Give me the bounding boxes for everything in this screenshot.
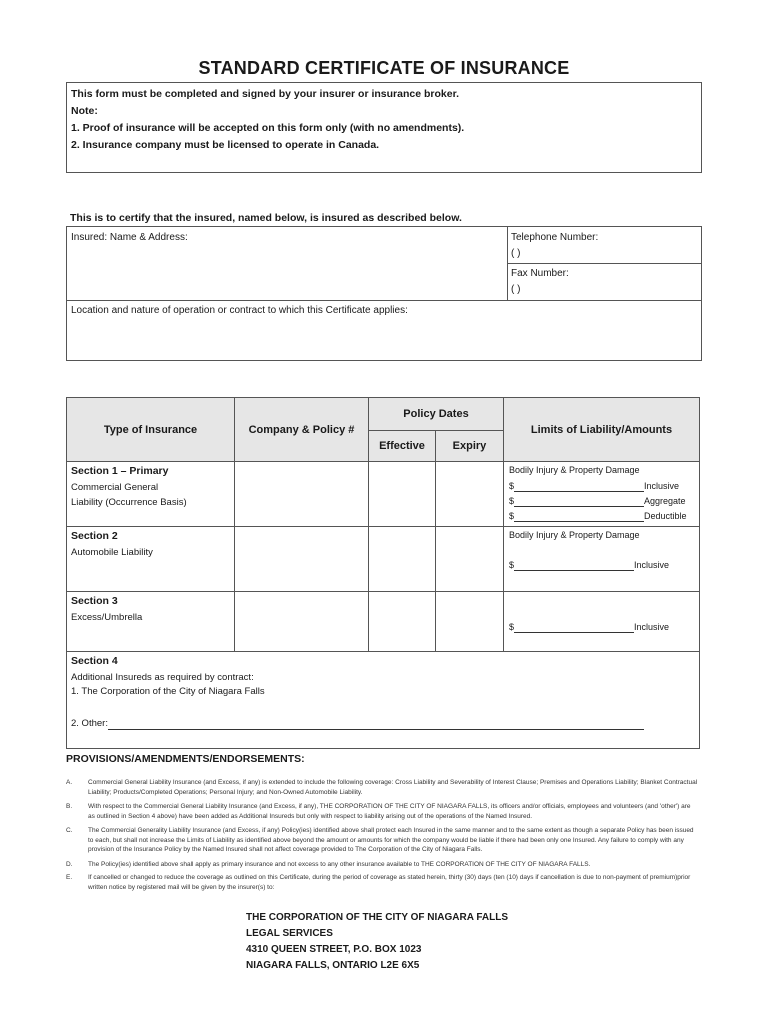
section-4-desc: Additional Insureds as required by contract: [71,672,254,683]
dollar-sign: $ [509,560,515,570]
address-line: 4310 QUEEN STREET, P.O. BOX 1023 [246,944,422,955]
section-2-company-field[interactable] [234,526,369,592]
col-effective-header: Effective [368,430,436,462]
section-1-aggregate-field[interactable] [514,496,644,507]
intro-line: This form must be completed and signed by your insurer or insurance broker. [71,88,460,100]
section-1-deductible-field[interactable] [514,511,644,522]
fax-field[interactable]: ( ) [511,284,521,295]
telephone-field[interactable]: ( ) [511,248,521,259]
section-1-inclusive-field[interactable] [514,481,644,492]
col-dates-header: Policy Dates [368,397,504,431]
note-2: 2. Insurance company must be licensed to operate in Canada. [71,139,380,151]
telephone-label: Telephone Number: [511,232,599,243]
section-2-desc: Automobile Liability [71,547,153,558]
section-3-company-field[interactable] [234,591,369,652]
section-2-type [66,526,235,592]
section-1-limits [503,461,700,527]
section-4-insured-1: 1. The Corporation of the City of Niagara Falls [71,686,265,697]
section-1-limit-head: Bodily Injury & Property Damage [509,465,640,475]
location-field[interactable]: Location and nature of operation or contract to which this Certificate applies: [71,305,408,316]
fax-label: Fax Number: [511,268,569,279]
section-4-title: Section 4 [71,655,118,667]
section-1-desc2: Liability (Occurrence Basis) [71,497,187,508]
address-line: LEGAL SERVICES [246,928,333,939]
certify-statement: This is to certify that the insured, named below, is insured as described below. [70,212,462,224]
provisions-heading: PROVISIONS/AMENDMENTS/ENDORSEMENTS: [66,753,305,765]
other-label: 2. Other: [71,718,108,729]
section-3-inclusive-field[interactable] [514,622,634,633]
address-line: NIAGARA FALLS, ONTARIO L2E 6X5 [246,960,420,971]
section-1-company-field[interactable] [234,461,369,527]
section-2-limits [503,526,700,592]
section-2-title: Section 2 [71,530,118,542]
section-3-limits [503,591,700,652]
address-line: THE CORPORATION OF THE CITY OF NIAGARA FALLS [246,912,509,923]
col-limits-header: Limits of Liability/Amounts [503,397,700,462]
insured-name-field[interactable]: Insured: Name & Address: [71,232,188,243]
section-1-title: Section 1 – Primary [71,465,169,477]
mailing-address [246,910,508,974]
section-3-type [66,591,235,652]
dollar-sign: $ [509,511,515,521]
section-1-effective-field[interactable] [368,461,436,527]
note-1: 1. Proof of insurance will be accepted on this form only (with no amendments). [71,122,465,134]
section-2-expiry-field[interactable] [435,526,504,592]
dollar-sign: $ [509,622,515,632]
section-2-effective-field[interactable] [368,526,436,592]
section-4 [66,651,700,749]
section-2-inclusive-field[interactable] [514,560,634,571]
inclusive-label: Inclusive [644,481,680,491]
deductible-label: Deductible [644,511,687,521]
col-expiry-header: Expiry [435,430,504,462]
section-3-desc: Excess/Umbrella [71,612,143,623]
section-1-expiry-field[interactable] [435,461,504,527]
note-label: Note: [71,105,98,117]
section-3-effective-field[interactable] [368,591,436,652]
inclusive-label: Inclusive [634,560,670,570]
section-3-expiry-field[interactable] [435,591,504,652]
other-insured-field[interactable] [108,718,644,730]
dollar-sign: $ [509,496,515,506]
section-1-type [66,461,235,527]
inclusive-label: Inclusive [634,622,670,632]
section-1-desc: Commercial General [71,482,159,493]
dollar-sign: $ [509,481,515,491]
col-type-header: Type of Insurance [66,397,235,462]
aggregate-label: Aggregate [644,496,686,506]
page-title: STANDARD CERTIFICATE OF INSURANCE [198,58,570,78]
insured-box [66,226,702,361]
provisions-list: A. Commercial General Liability Insurance (and Excess, if any) is extended to include the following coverage: Cross Liability and Severability of Interest Clause; Premises and Operations Liability; Blanket Contractual Liability; Products/Completed Operations; Personal Injury; and Non-Owned Automobile Liability. B. With respect to the Commercial General Liability Insurance (and Excess, if any), THE CORPORATION OF THE CITY OF NIAGARA FALLS, its officers and/or officials, employees and volunteers (and 'other') are as outlined in Section 4 above) have been added as Additional Insureds but only with respect to liability arising out of the operations of the Named Insured. C. The Commercial Generality Liability Insurance (and Excess, if any) Policy(ies) identified above shall protect each Insured in the same manner and to the same extent as though a separate Policy has been issued to each, but shall not increase the Limits of Liability as identified above beyond the amount or amounts for which the company would be liable if there had been only one Insured. Any failure to comply with any provision of the Insurance Policy by the Named Insured shall not affect coverage provided to The Corporation of the City of Niagara Falls. D. The Policy(ies) identified above shall apply as primary insurance and not excess to any other insurance available to THE CORPORATION OF THE CITY OF NIAGARA FALLS. E. If cancelled or changed to reduce the coverage as outlined on this Certificate, during the period of coverage as stated herein, thirty (30) days (ten (10) days if cancellation is due to non-payment of premium)prior written notice by registered mail will be given by the insurer(s) to: [66,779,698,891]
section-2-limit-head: Bodily Injury & Property Damage [509,530,640,540]
col-company-header: Company & Policy # [234,397,369,462]
intro-box [66,82,702,173]
section-3-title: Section 3 [71,595,118,607]
